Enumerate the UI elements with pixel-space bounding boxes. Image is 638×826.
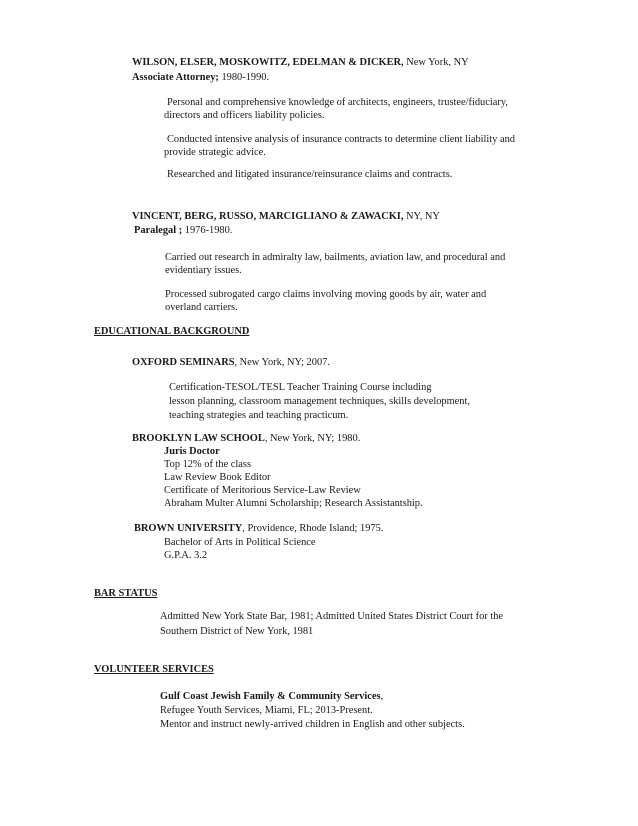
brown-line1: Bachelor of Arts in Political Science [164,537,316,548]
brooklyn-line4: Abraham Multer Alumni Scholarship; Research Assistantship. [164,498,423,509]
brooklyn-line1: Top 12% of the class [164,459,251,470]
brown-header [134,522,383,535]
volunteer-org-line [160,690,383,703]
volunteer-line2: Mentor and instruct newly-arrived children in English and other subjects. [160,719,465,730]
job1-title: Associate Attorney; [132,72,219,83]
job1-bullet2-line2: provide strategic advice. [164,147,266,158]
job1-role [132,71,269,84]
job1-bullet1-line1: Personal and comprehensive knowledge of architects, engineers, trustee/fiduciary, [167,97,508,108]
oxford-line3: teaching strategies and teaching practicum. [169,410,349,421]
brooklyn-degree: Juris Doctor [164,446,220,457]
brooklyn-detail: , New York, NY; 1980. [264,433,361,444]
job2-firm: VINCENT, BERG, RUSSO, MARCIGLIANO & ZAWACKI, [132,211,404,222]
bar-line2: Southern District of New York, 1981 [160,626,314,637]
volunteer-org-suffix: , [380,691,384,702]
brooklyn-header [132,432,360,445]
volunteer-org: Gulf Coast Jewish Family & Community Services [160,691,381,702]
volunteer-line1: Refugee Youth Services, Miami, FL; 2013-Present. [160,705,373,716]
oxford-detail: , New York, NY; 2007. [234,357,330,368]
volunteer-heading: VOLUNTEER SERVICES [94,664,214,675]
brooklyn-line3: Certificate of Meritorious Service-Law Review [164,485,361,496]
oxford-name: OXFORD SEMINARS [132,357,235,368]
oxford-header [132,356,330,369]
job2-bullet2-line1: Processed subrogated cargo claims involving moving goods by air, water and [165,289,487,300]
job1-dates: 1980-1990. [218,72,270,83]
job2-location: NY, NY [403,211,440,222]
job2-bullet2-line2: overland carriers. [165,302,238,313]
oxford-line1: Certification-TESOL/TESL Teacher Training Course including [169,382,432,393]
brown-detail: , Providence, Rhode Island; 1975. [242,523,384,534]
job1-location: New York, NY [403,57,469,68]
job2-title: Paralegal ; [134,225,183,236]
brown-line2: G.P.A. 3.2 [164,550,208,561]
job2-role [134,224,232,237]
job1-header [132,56,469,69]
education-heading: EDUCATIONAL BACKGROUND [94,326,250,337]
job1-bullet3-line1: Researched and litigated insurance/reinsurance claims and contracts. [167,169,453,180]
bar-line1: Admitted New York State Bar, 1981; Admitted United States District Court for the [160,611,504,622]
job1-bullet1-line2: directors and officers liability policies. [164,110,325,121]
job2-bullet1-line2: evidentiary issues. [165,265,242,276]
job1-bullet2-line1: Conducted intensive analysis of insurance contracts to determine client liability and [167,134,515,145]
brooklyn-name: BROOKLYN LAW SCHOOL [132,433,265,444]
job1-firm: WILSON, ELSER, MOSKOWITZ, EDELMAN & DICKER, [132,57,404,68]
brown-name: BROWN UNIVERSITY [134,523,243,534]
oxford-line2: lesson planning, classroom management techniques, skills development, [169,396,470,407]
job2-header [132,210,440,223]
job2-dates: 1976-1980. [182,225,233,236]
brooklyn-line2: Law Review Book Editor [164,472,271,483]
job2-bullet1-line1: Carried out research in admiralty law, bailments, aviation law, and procedural and [165,252,506,263]
bar-heading: BAR STATUS [94,588,158,599]
